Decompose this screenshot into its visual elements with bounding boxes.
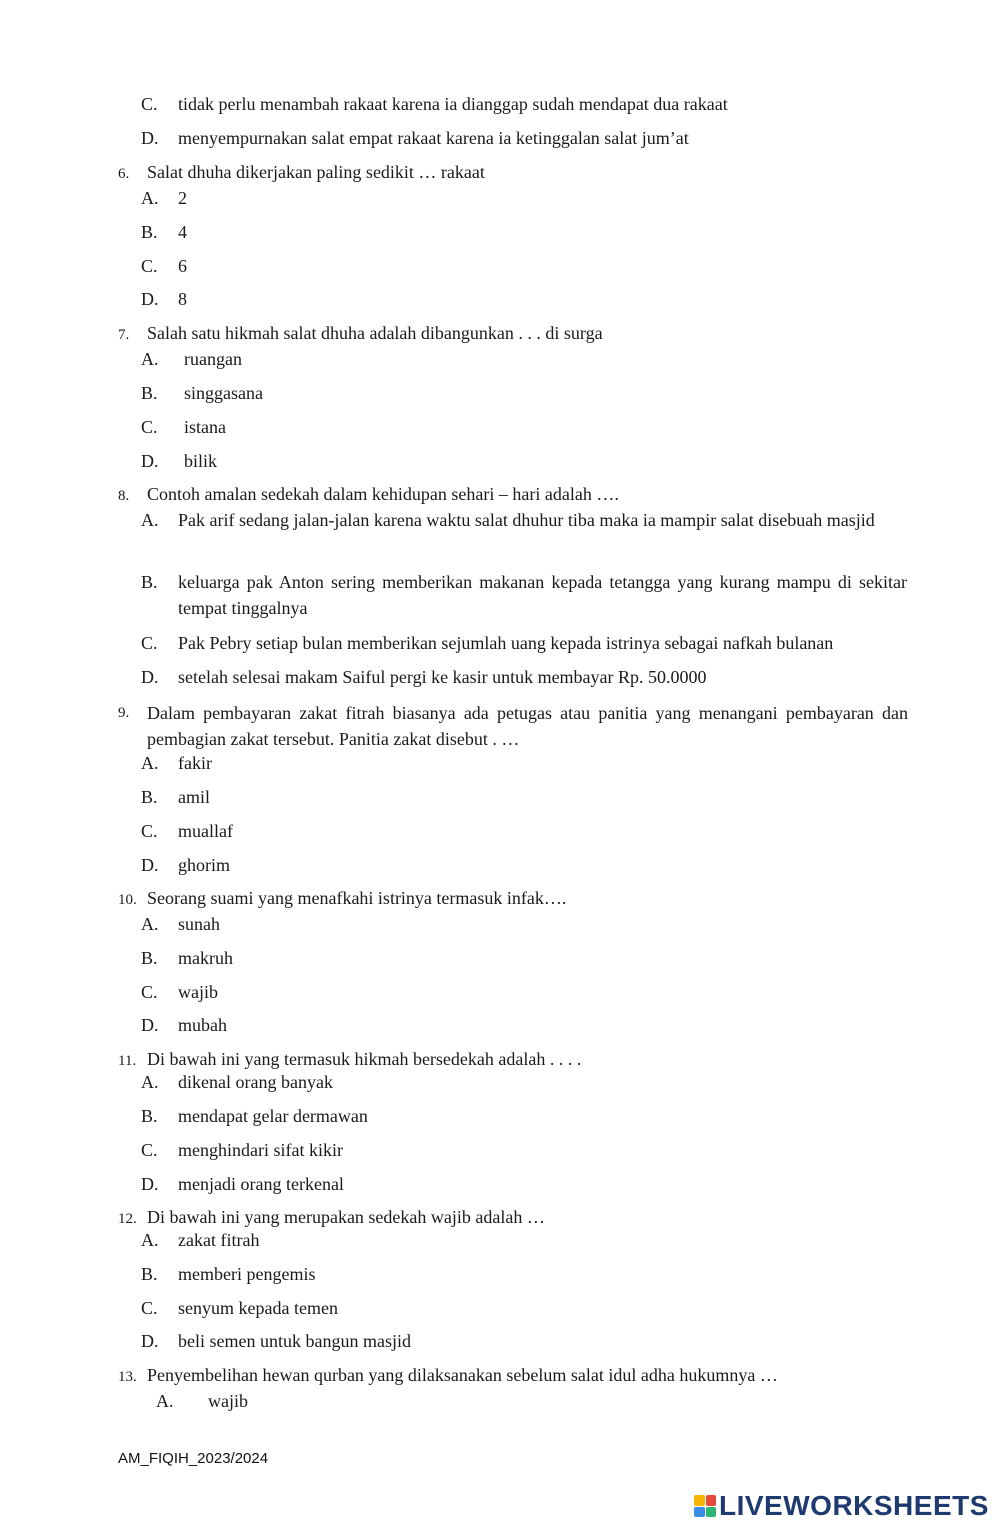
option-letter: C.: [141, 1140, 158, 1160]
logo-square-icon: [694, 1495, 705, 1506]
option-letter: B.: [141, 787, 158, 807]
option-7b: [141, 380, 907, 406]
option-text: amil: [178, 787, 210, 807]
option-text: menyempurnakan salat empat rakaat karena ia ketinggalan salat jum’at: [178, 128, 689, 148]
option-text: tidak perlu menambah rakaat karena ia dianggap sudah mendapat dua rakaat: [178, 94, 728, 114]
option-text: setelah selesai makam Saiful pergi ke kasir untuk membayar Rp. 50.0000: [178, 667, 707, 687]
option-text: menjadi orang terkenal: [178, 1174, 344, 1194]
option-letter: D.: [141, 1015, 159, 1035]
option-12a: [141, 1227, 907, 1253]
option-10c: [141, 979, 907, 1005]
option-text: makruh: [178, 948, 233, 968]
question-number: 9.: [118, 705, 130, 721]
option-text: memberi pengemis: [178, 1264, 316, 1284]
option-letter: D.: [141, 128, 159, 148]
option-letter: A.: [156, 1391, 174, 1411]
option-text: menghindari sifat kikir: [178, 1140, 343, 1160]
option-11a: [141, 1069, 907, 1095]
option-12c: [141, 1295, 907, 1321]
option-text: 2: [178, 188, 187, 208]
option-5c: [141, 91, 907, 117]
option-text: beli semen untuk bangun masjid: [178, 1331, 411, 1351]
option-text: sunah: [178, 914, 220, 934]
question-text: Penyembelihan hewan qurban yang dilaksanakan sebelum salat idul adha hukumnya …: [147, 1365, 778, 1385]
question-text: Seorang suami yang menafkahi istrinya termasuk infak….: [147, 888, 567, 908]
liveworksheets-logo-icon: [694, 1495, 716, 1517]
question-number: 11.: [118, 1053, 137, 1069]
question-13: [118, 1362, 908, 1390]
option-11d: [141, 1171, 907, 1197]
question-6: [118, 159, 908, 187]
option-9b: [141, 784, 907, 810]
question-text: Contoh amalan sedekah dalam kehidupan sehari – hari adalah ….: [147, 484, 619, 504]
option-5d: [141, 125, 907, 151]
option-11b: [141, 1103, 907, 1129]
option-12d: [141, 1328, 907, 1354]
option-text: zakat fitrah: [178, 1230, 260, 1250]
option-text: Pak arif sedang jalan-jalan karena waktu salat dhuhur tiba maka ia mampir salat disebuah masjid: [178, 510, 875, 530]
option-text: mendapat gelar dermawan: [178, 1106, 368, 1126]
question-text: Salah satu hikmah salat dhuha adalah dibangunkan . . . di surga: [147, 323, 603, 343]
option-letter: C.: [141, 256, 158, 276]
option-9d: [141, 852, 907, 878]
option-text: ruangan: [184, 349, 242, 369]
liveworksheets-logo[interactable]: [694, 1490, 989, 1522]
question-10: [118, 885, 908, 913]
question-text: Dalam pembayaran zakat fitrah biasanya ada petugas atau panitia yang menangani pembayaran dan pembagian zakat tersebut. Panitia zakat disebut . …: [147, 703, 908, 749]
option-letter: A.: [141, 753, 159, 773]
option-letter: D.: [141, 1174, 159, 1194]
option-7a: [141, 346, 907, 372]
question-9: [118, 698, 908, 752]
option-11c: [141, 1137, 907, 1163]
option-text: keluarga pak Anton sering memberikan makanan kepada tetangga yang kurang mampu di sekitar tempat tinggalnya: [178, 572, 907, 618]
question-7: [118, 320, 908, 348]
option-text: 8: [178, 289, 187, 309]
option-10d: [141, 1012, 907, 1038]
option-letter: C.: [141, 821, 158, 841]
option-text: Pak Pebry setiap bulan memberikan sejumlah uang kepada istrinya sebagai nafkah bulanan: [178, 633, 834, 653]
option-letter: D.: [141, 451, 159, 471]
option-6d: [141, 286, 907, 312]
option-letter: C.: [141, 94, 158, 114]
option-text: 6: [178, 256, 187, 276]
option-letter: B.: [141, 383, 158, 403]
option-6c: [141, 253, 907, 279]
question-number: 6.: [118, 166, 130, 182]
logo-square-icon: [706, 1507, 717, 1518]
question-text: Di bawah ini yang termasuk hikmah bersedekah adalah . . . .: [147, 1049, 582, 1069]
option-12b: [141, 1261, 907, 1287]
option-text: 4: [178, 222, 187, 242]
footer-code: AM_FIQIH_2023/2024: [118, 1450, 269, 1467]
option-letter: A.: [141, 349, 159, 369]
option-letter: A.: [141, 914, 159, 934]
option-text: ghorim: [178, 855, 230, 875]
option-10b: [141, 945, 907, 971]
option-9c: [141, 818, 907, 844]
option-9a: [141, 750, 907, 776]
option-letter: C.: [141, 633, 158, 653]
question-8: [118, 481, 908, 509]
logo-text: LIVEWORKSHEETS: [719, 1490, 989, 1521]
option-8c: [141, 630, 907, 656]
logo-square-icon: [706, 1495, 717, 1506]
option-letter: B.: [141, 222, 158, 242]
option-letter: D.: [141, 289, 159, 309]
question-number: 8.: [118, 488, 130, 504]
option-text: dikenal orang banyak: [178, 1072, 333, 1092]
option-letter: A.: [141, 510, 159, 530]
option-text: wajib: [178, 982, 218, 1002]
question-number: 10.: [118, 892, 137, 908]
option-text: fakir: [178, 753, 212, 773]
option-text: wajib: [208, 1391, 248, 1411]
option-letter: D.: [141, 667, 159, 687]
option-letter: C.: [141, 417, 158, 437]
option-letter: B.: [141, 572, 158, 592]
option-8a: [141, 507, 907, 533]
question-number: 12.: [118, 1211, 137, 1227]
option-8b: [141, 569, 907, 621]
option-10a: [141, 911, 907, 937]
option-letter: D.: [141, 855, 159, 875]
option-letter: A.: [141, 1230, 159, 1250]
option-8d: [141, 664, 907, 690]
option-7c: [141, 414, 907, 440]
option-letter: B.: [141, 1264, 158, 1284]
question-number: 13.: [118, 1369, 137, 1385]
option-13a: [156, 1388, 922, 1414]
option-6b: [141, 219, 907, 245]
option-letter: C.: [141, 1298, 158, 1318]
question-text: Salat dhuha dikerjakan paling sedikit … rakaat: [147, 162, 485, 182]
option-text: senyum kepada temen: [178, 1298, 338, 1318]
question-number: 7.: [118, 327, 130, 343]
option-text: mubah: [178, 1015, 227, 1035]
option-letter: A.: [141, 1072, 159, 1092]
option-6a: [141, 185, 907, 211]
option-text: muallaf: [178, 821, 233, 841]
option-letter: B.: [141, 1106, 158, 1126]
option-letter: D.: [141, 1331, 159, 1351]
question-text: Di bawah ini yang merupakan sedekah wajib adalah …: [147, 1207, 545, 1227]
option-text: bilik: [184, 451, 218, 471]
option-letter: A.: [141, 188, 159, 208]
logo-square-icon: [694, 1507, 705, 1518]
option-letter: C.: [141, 982, 158, 1002]
option-letter: B.: [141, 948, 158, 968]
option-text: istana: [184, 417, 226, 437]
option-7d: [141, 448, 907, 474]
option-text: singgasana: [184, 383, 263, 403]
